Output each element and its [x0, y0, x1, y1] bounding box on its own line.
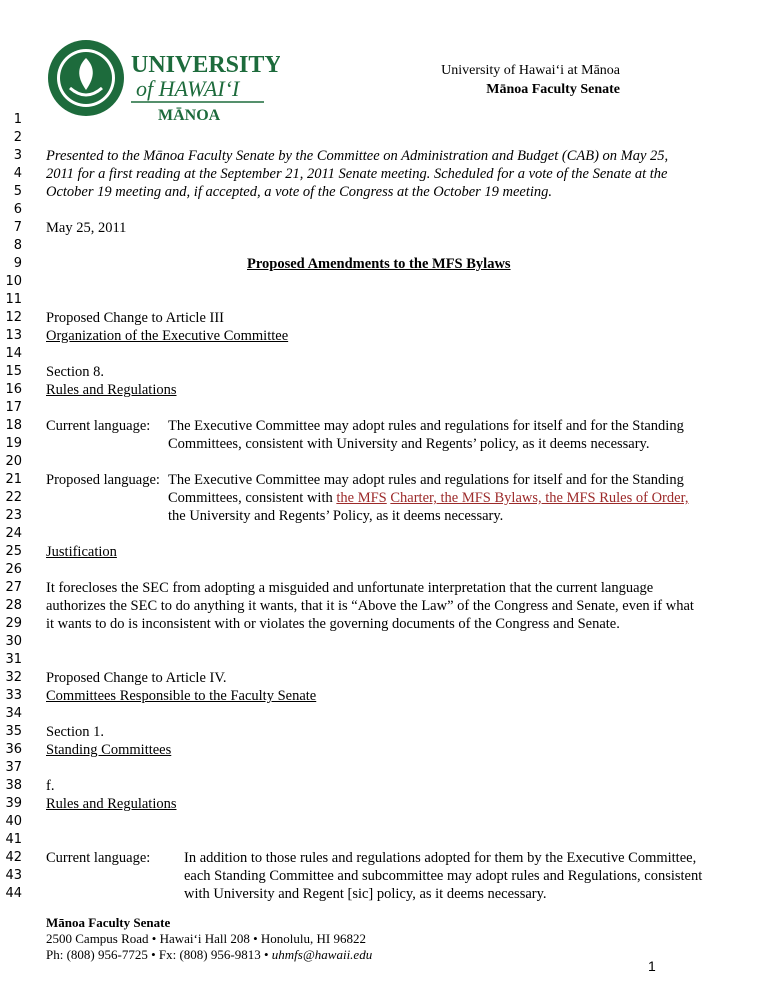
proposed-language-label: Proposed language: [46, 472, 160, 488]
article-4-section: Section 1. [46, 724, 104, 740]
line-number: 27 [5, 580, 22, 595]
line-number: 22 [5, 490, 22, 505]
svg-text:UNIVERSITY: UNIVERSITY [131, 52, 280, 78]
document-date: May 25, 2011 [46, 220, 127, 236]
line-number: 44 [5, 886, 22, 901]
justification-line-3: it wants to do is inconsistent with or violates the governing documents of the Congress and Senate. [46, 616, 620, 632]
line-number: 2 [13, 130, 22, 145]
current-language-line-2: Committees, consistent with University and Regents’ policy, as it deems necessary. [168, 436, 650, 452]
line-number: 32 [5, 670, 22, 685]
line-number: 18 [5, 418, 22, 433]
article-4-current-line-2: each Standing Committee and subcommittee may adopt rules and Regulations, consistent [184, 868, 703, 884]
line-number: 38 [5, 778, 22, 793]
line-number: 16 [5, 382, 22, 397]
line-number: 41 [5, 832, 22, 847]
current-language-line-1: The Executive Committee may adopt rules and regulations for itself and for the Standing [168, 418, 684, 434]
line-number: 29 [5, 616, 22, 631]
article-3-name: Organization of the Executive Committee [46, 328, 289, 344]
justification-line-1: It forecloses the SEC from adopting a misguided and unfortunate interpretation that the current language [46, 580, 654, 596]
footer-phone-fax: Ph: (808) 956-7725 • Fx: (808) 956-9813 • [46, 947, 272, 962]
line-number: 10 [5, 274, 22, 289]
line-number: 39 [5, 796, 22, 811]
line-number: 36 [5, 742, 22, 757]
line-number: 8 [13, 238, 22, 253]
inserted-text-2: Charter, the MFS Bylaws, the MFS Rules of Order, [390, 490, 689, 506]
line-number: 5 [13, 184, 22, 199]
line-number: 42 [5, 850, 22, 865]
line-number: 9 [13, 256, 22, 271]
line-number: 14 [5, 346, 22, 361]
footer-contact [46, 947, 372, 963]
article-3-section-name: Rules and Regulations [46, 382, 177, 398]
svg-text:MĀNOA: MĀNOA [158, 107, 221, 124]
article-4-current-line-1: In addition to those rules and regulations adopted for them by the Executive Committee, [184, 850, 697, 866]
proposed-text: Committees, consistent with [168, 490, 337, 506]
line-number: 3 [13, 148, 22, 163]
line-number: 7 [13, 220, 22, 235]
proposed-language-line-2 [168, 489, 688, 507]
line-number: 31 [5, 652, 22, 667]
line-number: 34 [5, 706, 22, 721]
article-4-change: Proposed Change to Article IV. [46, 670, 227, 686]
inserted-text: the MFS [336, 490, 387, 506]
line-number: 13 [5, 328, 22, 343]
intro-line-1: Presented to the Mānoa Faculty Senate by the Committee on Administration and Budget (CAB) on May 25, [46, 148, 669, 164]
justification-heading: Justification [46, 544, 117, 560]
line-number: 15 [5, 364, 22, 379]
article-4-name: Committees Responsible to the Faculty Senate [46, 688, 317, 704]
justification-line-2: authorizes the SEC to do anything it wants, that it is “Above the Law” of the Congress and Senate, even if what [46, 598, 694, 614]
svg-text:of HAWAI‘I: of HAWAI‘I [136, 76, 240, 101]
footer-address: 2500 Campus Road • Hawai‘i Hall 208 • Honolulu, HI 96822 [46, 931, 366, 946]
line-number: 6 [13, 202, 22, 217]
article-4-current-line-3: with University and Regent [sic] policy, as it deems necessary. [184, 886, 547, 902]
line-number: 26 [5, 562, 22, 577]
article-3-change: Proposed Change to Article III [46, 310, 224, 326]
line-number: 37 [5, 760, 22, 775]
line-number: 33 [5, 688, 22, 703]
line-number: 1 [13, 112, 22, 127]
proposed-language-line-1: The Executive Committee may adopt rules and regulations for itself and for the Standing [168, 472, 684, 488]
line-number: 21 [5, 472, 22, 487]
header-senate: Mānoa Faculty Senate [486, 82, 620, 97]
line-number: 25 [5, 544, 22, 559]
university-seal-icon [40, 36, 280, 126]
line-number: 35 [5, 724, 22, 739]
current-language-label: Current language: [46, 418, 151, 434]
article-3-section: Section 8. [46, 364, 104, 380]
line-number: 40 [5, 814, 22, 829]
proposed-language-line-3: the University and Regents’ Policy, as it deems necessary. [168, 508, 504, 524]
page-number: 1 [648, 958, 656, 974]
footer-email[interactable]: uhmfs@hawaii.edu [271, 947, 373, 962]
document-title: Proposed Amendments to the MFS Bylaws [247, 256, 511, 272]
line-number: 20 [5, 454, 22, 469]
line-number: 4 [13, 166, 22, 181]
line-number: 19 [5, 436, 22, 451]
line-number: 24 [5, 526, 22, 541]
article-4-section-name: Standing Committees [46, 742, 172, 758]
header-university: University of Hawai‘i at Mānoa [441, 63, 620, 78]
line-number: 17 [5, 400, 22, 415]
line-number: 11 [5, 292, 22, 307]
line-number: 12 [5, 310, 22, 325]
line-number: 30 [5, 634, 22, 649]
line-number: 28 [5, 598, 22, 613]
intro-line-3: October 19 meeting and, if accepted, a vote of the Congress at the October 19 meeting. [46, 184, 553, 200]
article-4-subsection-name: Rules and Regulations [46, 796, 177, 812]
line-number: 23 [5, 508, 22, 523]
article-4-subsection: f. [46, 778, 55, 794]
line-number: 43 [5, 868, 22, 883]
university-logo [40, 36, 280, 126]
intro-line-2: 2011 for a first reading at the September 21, 2011 Senate meeting. Scheduled for a vote of the Senate at the [46, 166, 668, 182]
footer-org: Mānoa Faculty Senate [46, 915, 171, 930]
article-4-current-label: Current language: [46, 850, 151, 866]
